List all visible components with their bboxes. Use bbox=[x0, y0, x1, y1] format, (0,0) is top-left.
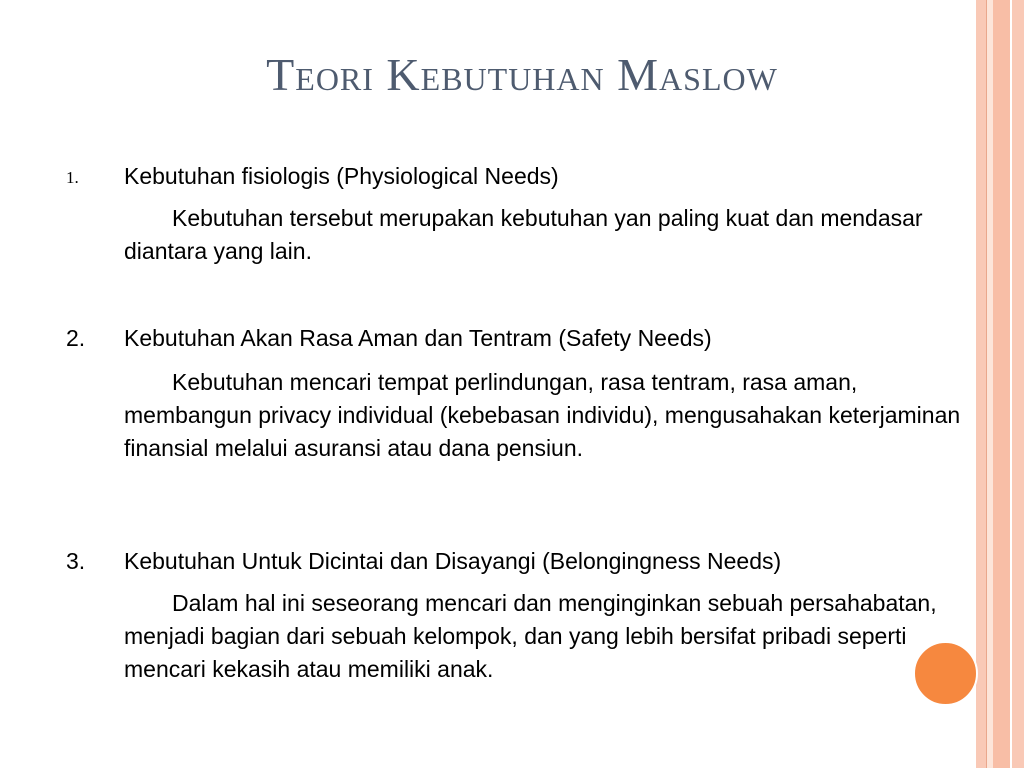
list-number: 1. bbox=[66, 168, 79, 187]
decorative-circle bbox=[913, 641, 978, 706]
right-edge-stripe bbox=[976, 0, 986, 768]
list-number: 2. bbox=[66, 325, 86, 351]
list-number: 3. bbox=[66, 548, 86, 574]
slide-title: Teori Kebutuhan Maslow bbox=[266, 49, 778, 100]
list-item-description: Kebutuhan mencari tempat perlindungan, rasa tentram, rasa aman, membangun privacy individual (kebebasan individu), mengusahakan keterjaminan finansial melalui asuransi atau dana pensiun. bbox=[124, 369, 961, 461]
list-item-description: Dalam hal ini seseorang mencari dan menginginkan sebuah persahabatan, menjadi bagian dari sebuah kelompok, dan yang lebih bersifat pribadi seperti mencari kekasih atau memiliki anak. bbox=[124, 590, 937, 682]
list-item-description: Kebutuhan tersebut merupakan kebutuhan yan paling kuat dan mendasar diantara yang lain. bbox=[124, 205, 923, 264]
right-edge-stripe bbox=[993, 0, 1010, 768]
list-item-heading: Kebutuhan Untuk Dicintai dan Disayangi (Belongingness Needs) bbox=[124, 548, 782, 574]
list-item-heading: Kebutuhan fisiologis (Physiological Needs) bbox=[124, 163, 559, 189]
list-item-heading: Kebutuhan Akan Rasa Aman dan Tentram (Safety Needs) bbox=[124, 325, 712, 351]
right-edge-stripe bbox=[1012, 0, 1024, 768]
